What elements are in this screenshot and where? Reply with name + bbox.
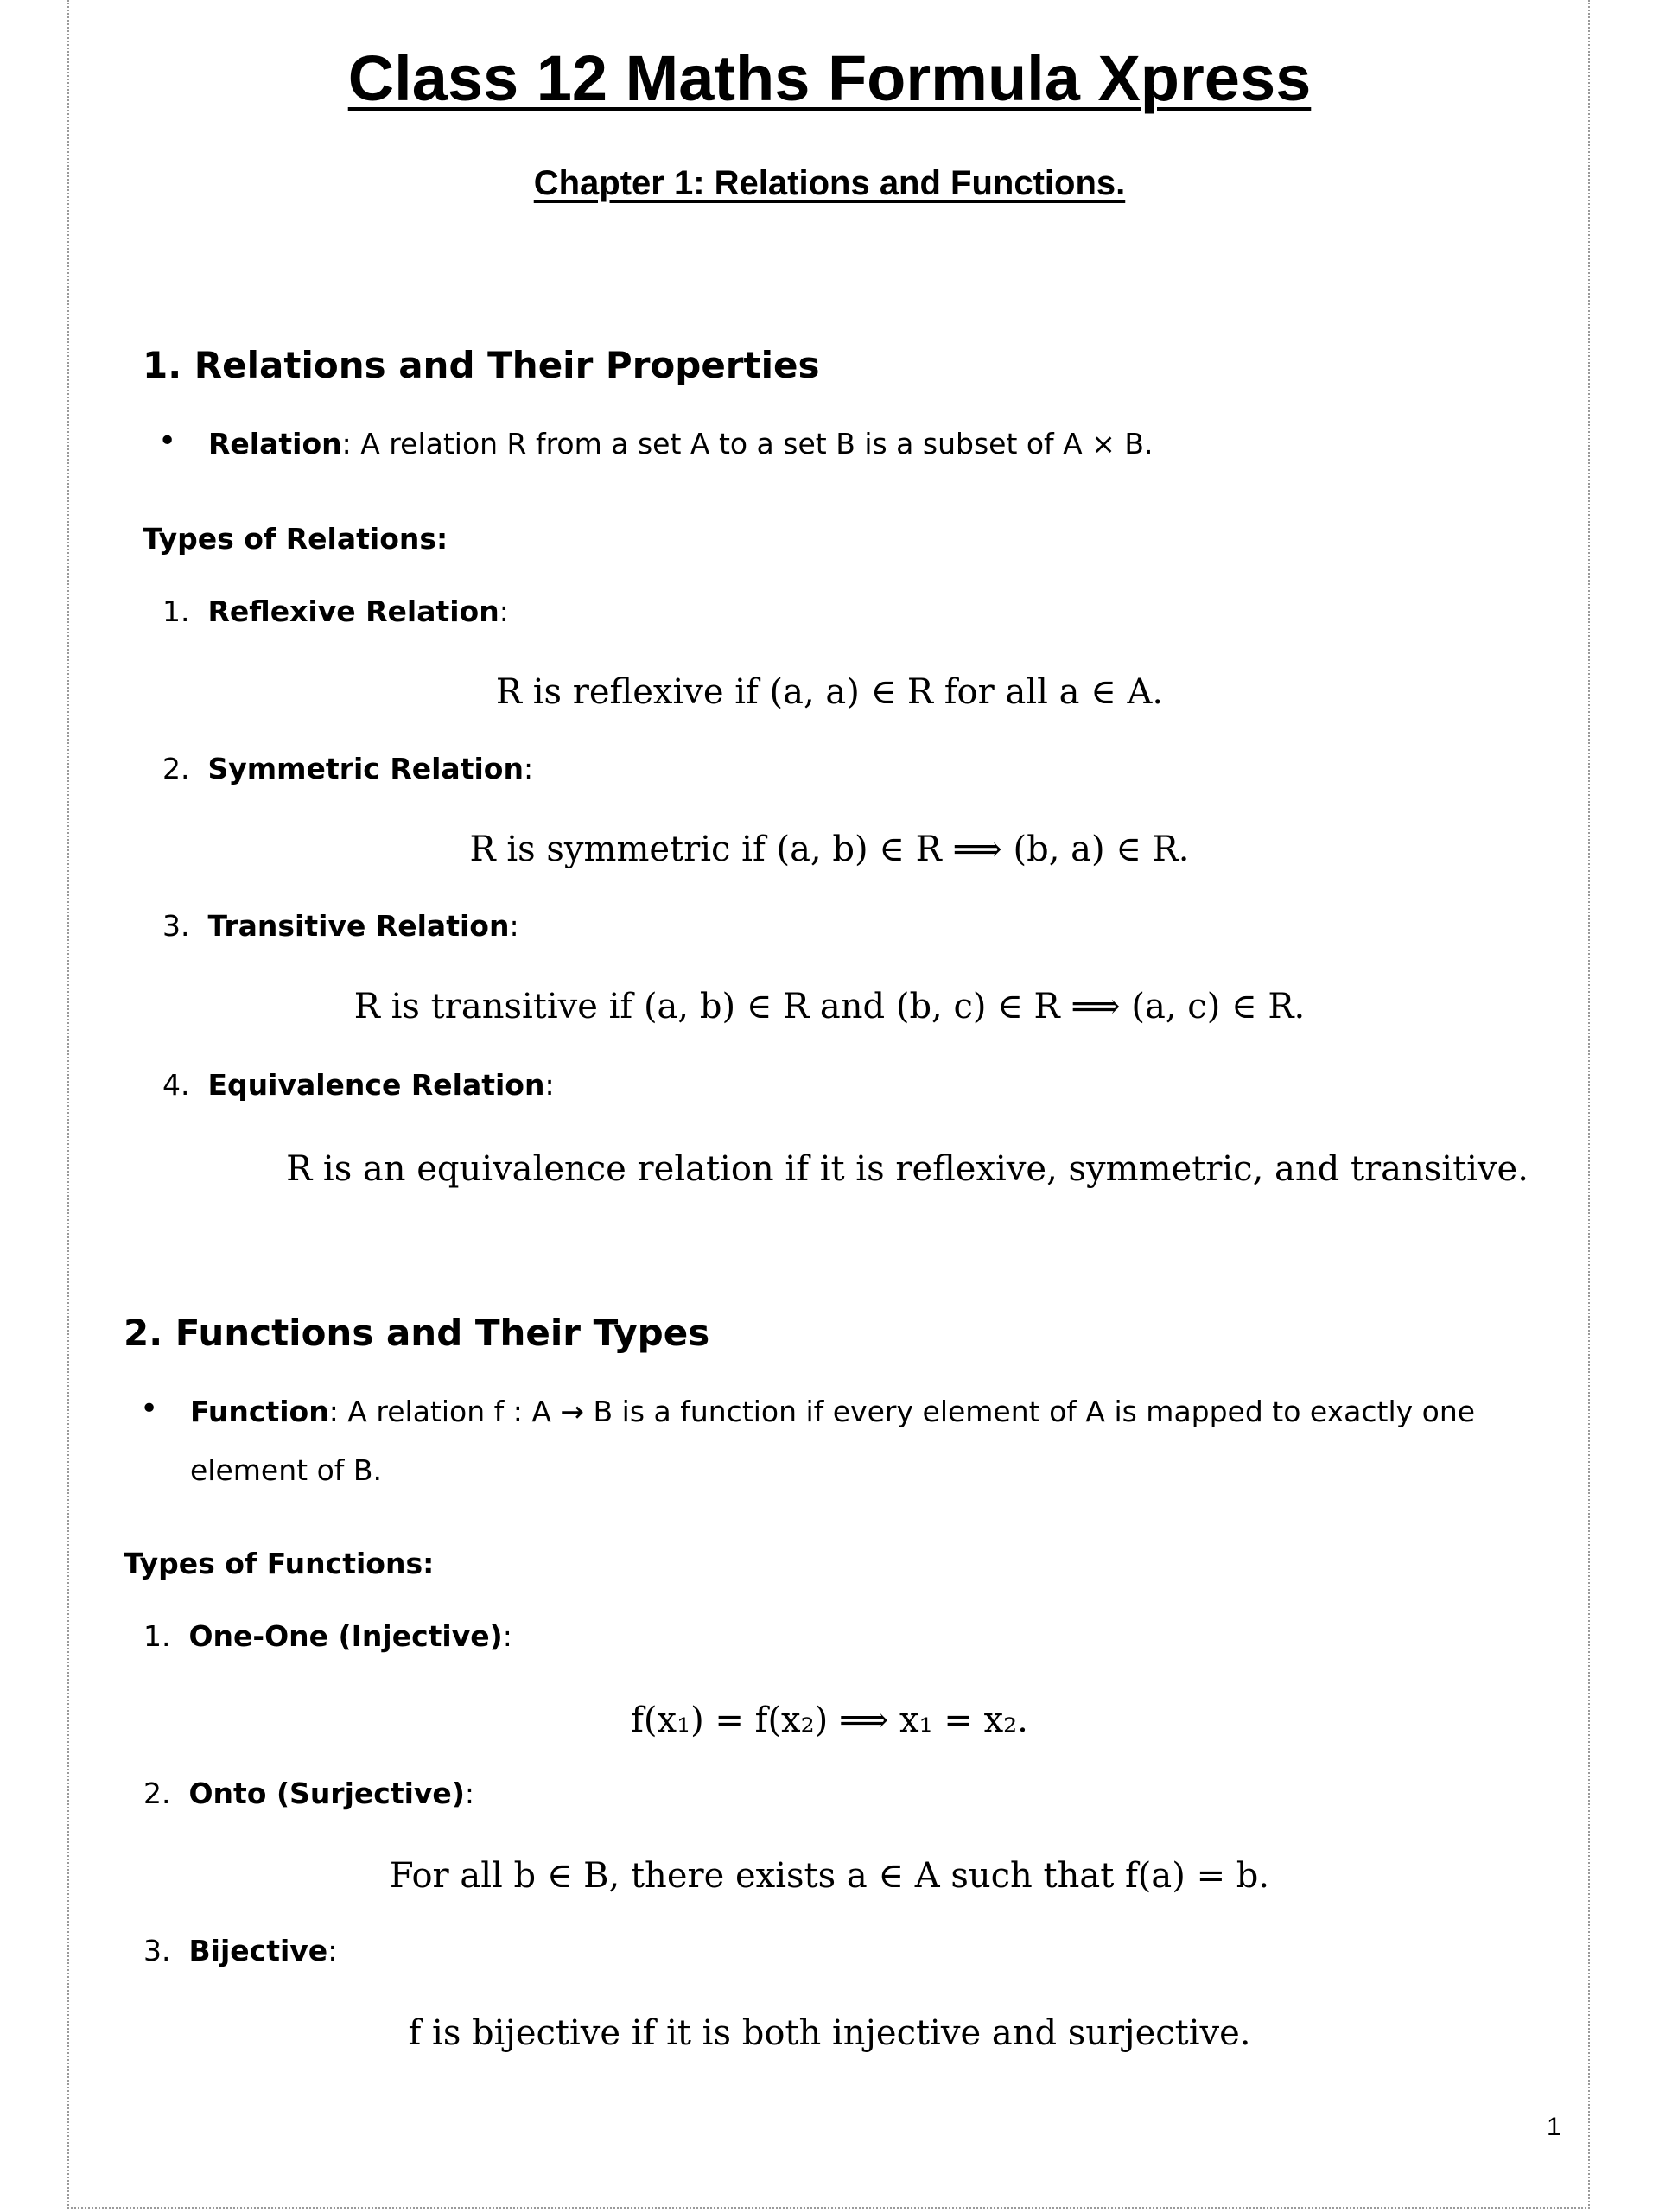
list-suffix: : [327, 1934, 338, 1967]
function-text: : A relation f : A → B is a function if every element of A is mapped to exactly one [328, 1395, 1476, 1428]
transitive-formula: R is transitive if (a, b) ∈ R and (b, c) ∈ R ⟹ (a, c) ∈ R. [353, 987, 1306, 1027]
function-definition-cont: element of B. [190, 1453, 382, 1487]
list-item [143, 1777, 474, 1810]
types-of-functions-heading: Types of Functions: [124, 1547, 435, 1580]
relation-term: Relation [208, 427, 342, 461]
list-number: 1. [143, 1619, 171, 1653]
section-2-heading: 2. Functions and Their Types [124, 1312, 710, 1354]
list-number: 1. [162, 594, 190, 628]
equivalence-formula: R is an equivalence relation if it is reflexive, symmetric, and transitive. [286, 1149, 1529, 1189]
list-label: Transitive Relation [207, 909, 510, 943]
relation-definition [208, 427, 1154, 461]
relation-text: : A relation R from a set A to a set B is a subset of A × B. [341, 427, 1154, 461]
surjective-formula: For all b ∈ B, there exists a ∈ A such that f(a) = b. [389, 1856, 1270, 1896]
list-suffix: : [523, 752, 534, 785]
bullet-icon: • [140, 1391, 159, 1427]
list-label: Reflexive Relation [207, 594, 499, 628]
list-suffix: : [509, 909, 519, 943]
list-suffix: : [499, 594, 509, 628]
section-1-heading: 1. Relations and Their Properties [143, 344, 820, 386]
list-item [162, 752, 533, 785]
list-label: Symmetric Relation [207, 752, 524, 785]
symmetric-formula: R is symmetric if (a, b) ∈ R ⟹ (b, a) ∈ R. [469, 830, 1190, 869]
function-definition [190, 1395, 1475, 1428]
list-item [162, 594, 509, 628]
chapter-title: Chapter 1: Relations and Functions. [533, 164, 1126, 202]
page-number: 1 [1547, 2113, 1561, 2141]
list-label: Bijective [188, 1934, 328, 1967]
reflexive-formula: R is reflexive if (a, a) ∈ R for all a ∈ A. [495, 672, 1164, 712]
injective-formula: f(x₁) = f(x₂) ⟹ x₁ = x₂. [631, 1700, 1028, 1740]
list-number: 2. [143, 1777, 171, 1810]
list-item [162, 1068, 555, 1102]
list-label: Onto (Surjective) [188, 1777, 465, 1810]
types-of-relations-heading: Types of Relations: [143, 522, 448, 556]
list-suffix: : [464, 1777, 475, 1810]
list-item [143, 1619, 512, 1653]
list-number: 2. [162, 752, 190, 785]
list-suffix: : [502, 1619, 512, 1653]
bullet-icon: • [158, 423, 177, 459]
list-label: One-One (Injective) [188, 1619, 503, 1653]
bijective-formula: f is bijective if it is both injective and surjective. [408, 2013, 1251, 2053]
list-suffix: : [544, 1068, 555, 1102]
list-item [162, 909, 519, 943]
list-number: 4. [162, 1068, 190, 1102]
list-number: 3. [162, 909, 190, 943]
list-label: Equivalence Relation [207, 1068, 545, 1102]
list-item [143, 1934, 337, 1967]
function-term: Function [190, 1395, 329, 1428]
document-title: Class 12 Maths Formula Xpress [347, 42, 1312, 114]
list-number: 3. [143, 1934, 171, 1967]
